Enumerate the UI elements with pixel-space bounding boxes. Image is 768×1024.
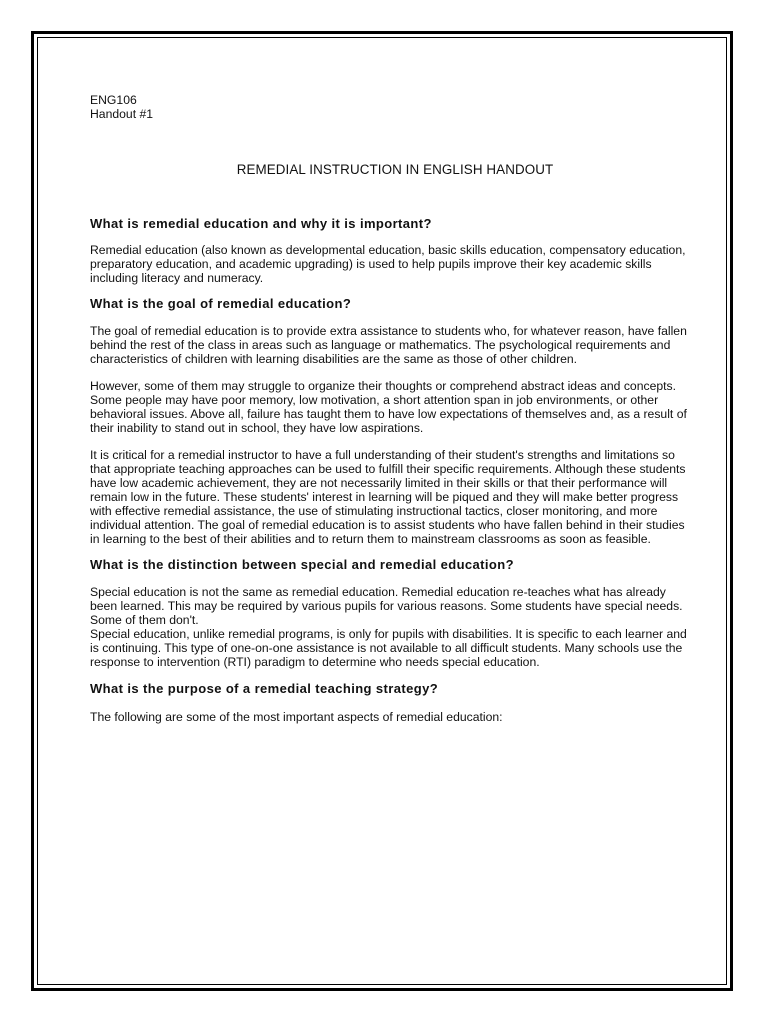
section-heading-purpose: What is the purpose of a remedial teaching strategy? <box>90 681 439 696</box>
section-paragraph: It is critical for a remedial instructor to have a full understanding of their student's strengths and limitations so that appropriate teaching approaches can be used to fulfill their specific requirements. Although these students have low academic achievement, they are not necessarily limited in their skills or that their performance will remain low in the future. These students' interest in learning will be piqued and they will make better progress with effective remedial assistance, the use of stimulating instructional tactics, closer monitoring, and more individual attention. The goal of remedial education is to assist students who have fallen behind in their studies in learning to the best of their abilities and to return them to mainstream classrooms as soon as feasible. <box>90 448 686 546</box>
section-paragraph: Remedial education (also known as developmental education, basic skills education, compensatory education, preparatory education, and academic upgrading) is used to help pupils improve their key academic skills including literacy and numeracy. <box>90 243 686 285</box>
section-heading-distinction: What is the distinction between special and remedial education? <box>90 557 514 572</box>
course-code: ENG106 <box>90 93 137 107</box>
handout-content <box>90 93 690 724</box>
section-paragraph: However, some of them may struggle to organize their thoughts or comprehend abstract ideas and concepts. Some people may have poor memory, low motivation, a short attention span in job environments, or other behavioral issues. Above all, failure has taught them to have low expectations of themselves and, as a result of their inability to stand out in school, they have low aspirations. <box>90 379 687 435</box>
section-heading-goal: What is the goal of remedial education? <box>90 296 352 311</box>
section-paragraph: The goal of remedial education is to provide extra assistance to students who, for whatever reason, have fallen behind the rest of the class in areas such as language or mathematics. The psychological requirements and characteristics of children with learning disabilities are the same as those of other children. <box>90 324 687 366</box>
section-heading-what-is-remedial: What is remedial education and why it is important? <box>90 216 432 231</box>
document-title: REMEDIAL INSTRUCTION IN ENGLISH HANDOUT <box>236 162 554 177</box>
section-paragraph: Special education is not the same as remedial education. Remedial education re-teaches what has already been learned. This may be required by various pupils for various reasons. Some students have special needs. Some of them don't. <box>90 585 683 627</box>
section-paragraph: Special education, unlike remedial programs, is only for pupils with disabilities. It is specific to each learner and is continuing. This type of one-on-one assistance is not available to all difficult students. Many schools use the response to intervention (RTI) paradigm to determine who needs special education. <box>90 627 687 669</box>
section-paragraph: The following are some of the most important aspects of remedial education: <box>90 710 503 724</box>
handout-number: Handout #1 <box>90 107 154 121</box>
